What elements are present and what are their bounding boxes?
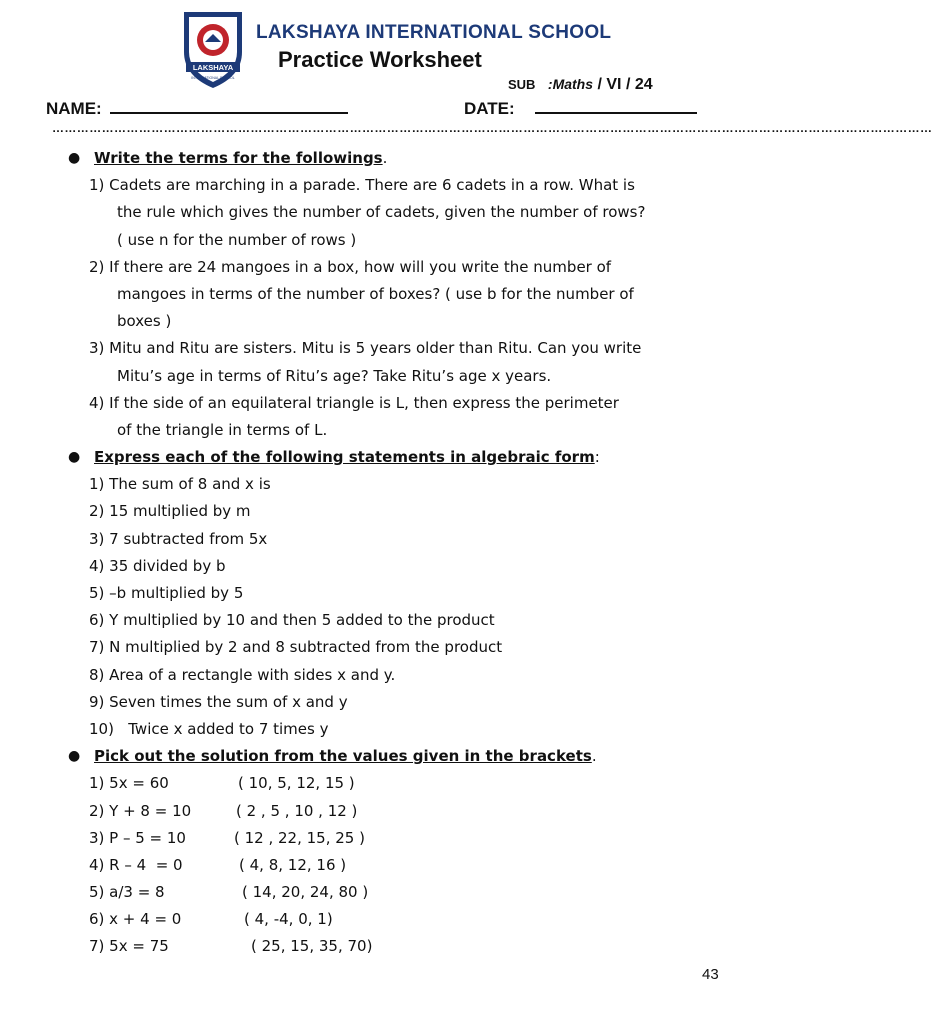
subject-line: [508, 76, 653, 94]
options: ( 4, -4, 0, 1): [244, 910, 333, 929]
section-heading: ● Express each of the following statements in algebraic form:: [64, 444, 724, 471]
section-heading: ● Write the terms for the followings.: [64, 145, 724, 172]
options: ( 14, 20, 24, 80 ): [242, 883, 369, 902]
worksheet-content: [64, 145, 724, 961]
separator: ……………………………………………………………………………………………………………………………………………………………………………………………: [52, 121, 932, 135]
list-item: 8) Area of a rectangle with sides x and y.: [89, 665, 396, 684]
equation-item: [64, 770, 724, 797]
equation: 3) P – 5 = 10: [89, 828, 186, 847]
equation: 1) 5x = 60: [89, 774, 169, 793]
question-line: 3) Mitu and Ritu are sisters. Mitu is 5 years older than Ritu. Can you write: [89, 339, 642, 358]
options: ( 10, 5, 12, 15 ): [238, 774, 355, 793]
section-heading: ● Pick out the solution from the values given in the brackets.: [64, 743, 724, 770]
list-item: 10) Twice x added to 7 times y: [89, 719, 329, 738]
equation-item: [64, 906, 724, 933]
equation-item: [64, 879, 724, 906]
equation: 5) a/3 = 8: [89, 883, 165, 902]
list-item: 6) Y multiplied by 10 and then 5 added to the product: [89, 611, 495, 630]
bullet-icon: ●: [68, 150, 81, 166]
question-line: ( use n for the number of rows ): [117, 230, 357, 249]
equation-item: [64, 852, 724, 879]
subject-label: SUB: [508, 77, 536, 92]
question-line: Mitu’s age in terms of Ritu’s age? Take Ritu’s age x years.: [117, 366, 552, 385]
question-line: the rule which gives the number of cadets, given the number of rows?: [117, 203, 646, 222]
page-title: Practice Worksheet: [278, 47, 482, 72]
list-item: 4) 35 divided by b: [89, 556, 226, 575]
equation-item: [64, 798, 724, 825]
list-item: 7) N multiplied by 2 and 8 subtracted from the product: [89, 638, 503, 657]
name-blank[interactable]: [110, 98, 348, 114]
logo-subtext: INTERNATIONAL SCHOOL: [191, 76, 235, 80]
subject-value: :Maths: [547, 76, 594, 92]
list-item: 5) –b multiplied by 5: [89, 584, 244, 602]
name-row: [46, 98, 348, 119]
list-item: 2) 15 multiplied by m: [89, 502, 251, 521]
options: ( 4, 8, 12, 16 ): [239, 855, 347, 874]
date-blank[interactable]: [535, 98, 697, 114]
list-item: 9) Seven times the sum of x and y: [89, 692, 348, 711]
subject-class-year: / VI / 24: [597, 76, 653, 93]
page-number: 43: [702, 966, 719, 983]
options: ( 12 , 22, 15, 25 ): [234, 828, 365, 847]
equation: 7) 5x = 75: [89, 937, 169, 956]
equation: 2) Y + 8 = 10: [89, 801, 192, 820]
question-line: 2) If there are 24 mangoes in a box, how will you write the number of: [89, 257, 612, 276]
bullet-icon: ●: [68, 449, 81, 466]
list-item: 1) The sum of 8 and x is: [89, 475, 271, 494]
date-label: DATE:: [464, 99, 515, 118]
logo-text: LAKSHAYA: [192, 63, 234, 72]
bullet-icon: ●: [68, 748, 81, 765]
equation: 6) x + 4 = 0: [89, 910, 182, 929]
question-line: 4) If the side of an equilateral triangle is L, then express the perimeter: [89, 393, 619, 412]
equation: 4) R – 4 = 0: [89, 855, 183, 874]
options: ( 2 , 5 , 10 , 12 ): [236, 801, 358, 820]
question-line: mangoes in terms of the number of boxes? ( use b for the number of: [117, 284, 634, 303]
date-row: [464, 98, 697, 119]
school-name: LAKSHAYA INTERNATIONAL SCHOOL: [256, 22, 612, 43]
list-item: 3) 7 subtracted from 5x: [89, 529, 268, 548]
school-logo: [178, 8, 248, 90]
question-line: of the triangle in terms of L.: [117, 420, 328, 439]
question-line: boxes ): [117, 312, 172, 331]
equation-item: [64, 825, 724, 852]
equation-item: [64, 933, 724, 960]
question-line: 1) Cadets are marching in a parade. There are 6 cadets in a row. What is: [89, 176, 635, 195]
options: ( 25, 15, 35, 70): [251, 937, 373, 956]
name-label: NAME:: [46, 99, 102, 118]
